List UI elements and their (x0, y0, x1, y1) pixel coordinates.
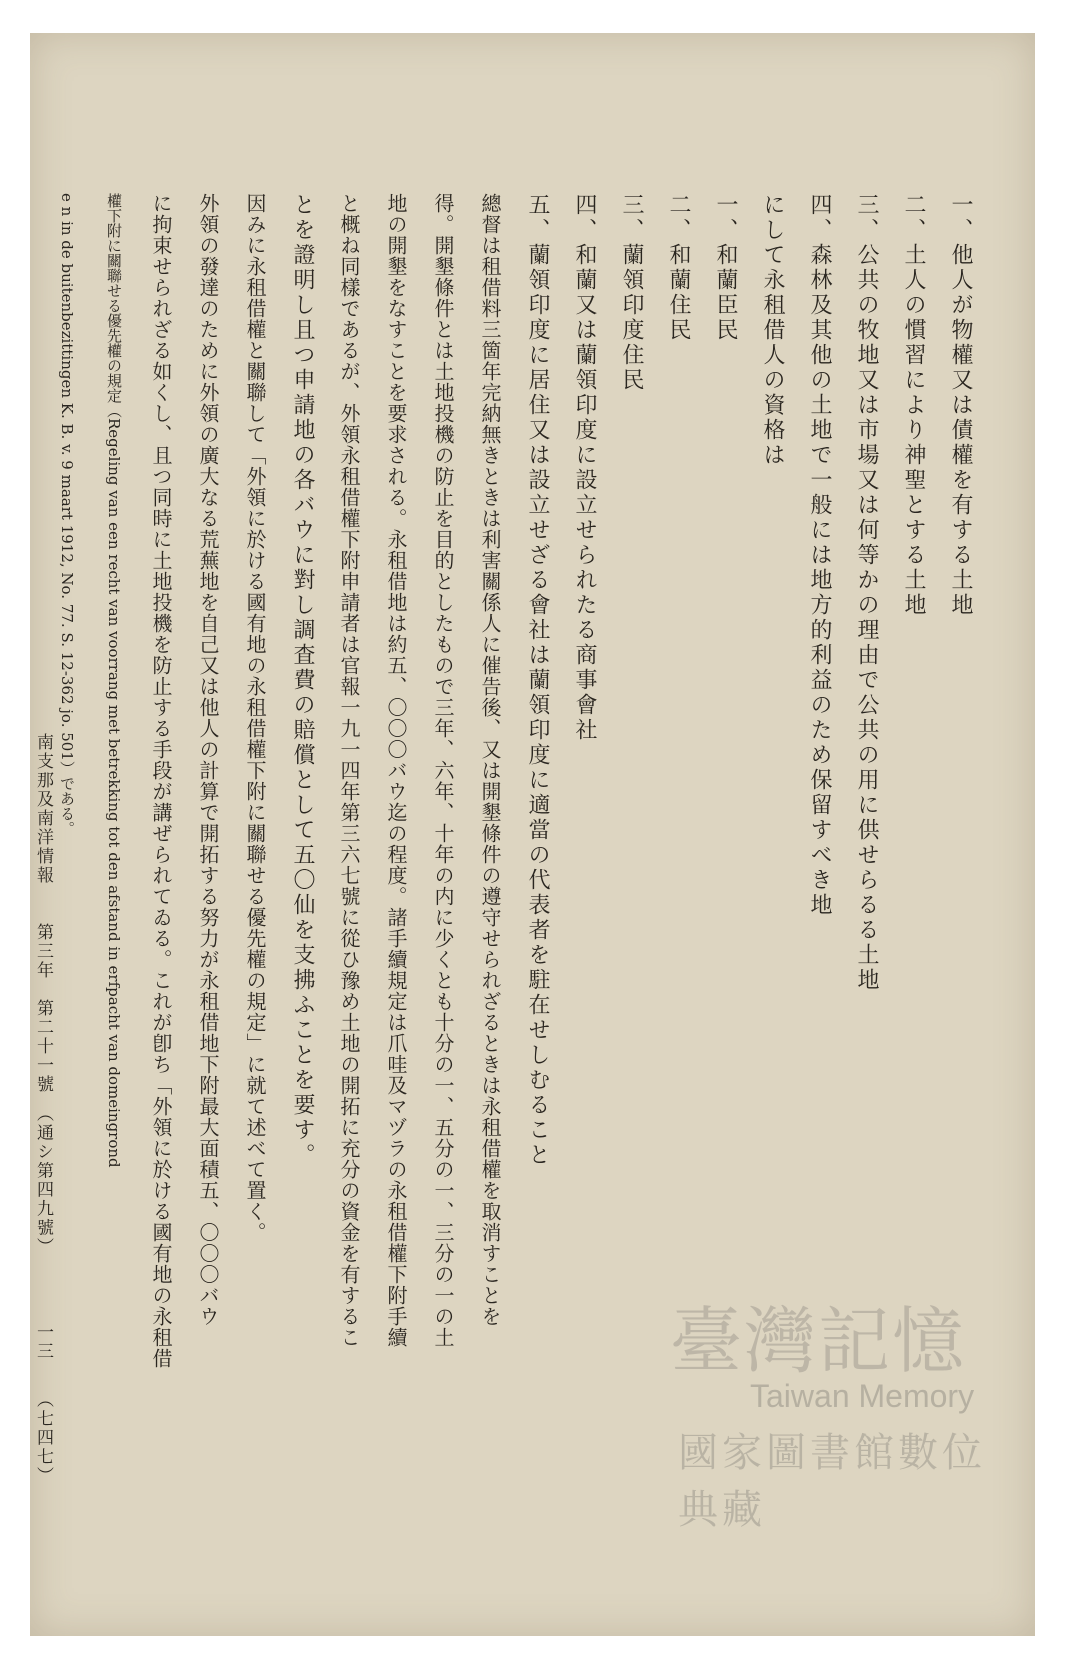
watermark (670, 1283, 1000, 1533)
text-column: 四、和蘭又は蘭領印度に設立せられたる商事會社 (572, 193, 597, 743)
text-column: と概ね同樣であるが、外領永租借權下附申請者は官報一九一四年第三六七號に從ひ豫め土地の開拓に充分の資金を有するこ (337, 193, 361, 1348)
text-column: 二、土人の慣習により神聖とする土地 (901, 193, 926, 618)
text-column: 五、蘭領印度に居住又は設立せざる會社は蘭領印度に適當の代表者を駐在せしむること (525, 193, 550, 1168)
text-column: 三、公共の牧地又は市場又は何等かの理由で公共の用に供せらるる土地 (854, 193, 879, 993)
text-column: 四、森林及其他の土地で一般には地方的利益のため保留すべき地 (807, 193, 832, 918)
text-column: 三、蘭領印度住民 (619, 193, 644, 393)
watermark-chinese: 臺灣記憶 (670, 1299, 967, 1383)
text-column: に拘束せられざる如くし、且つ同時に土地投機を防止する手段が講ぜられてゐる。これが卽ち「外領に於ける國有地の永租借 (149, 193, 173, 1369)
text-column: 一、和蘭臣民 (713, 193, 738, 343)
text-column: e n in de buitenbezittingen K. B. v. 9 maart 1912, No. 77. S. 12-362 jo. 501）である。 (58, 193, 76, 836)
text-column: 外領の發達のために外領の廣大なる荒蕪地を自己又は他人の計算で開拓する努力が永租借地下附最大面積五、〇〇〇バウ (196, 193, 220, 1327)
text-column: 得。開墾條件とは土地投機の防止を目的としたもので三年、六年、十年の内に少くとも十分の一、五分の一、三分の一の土 (431, 193, 455, 1348)
watermark-library: 國家圖書館數位典藏 (678, 1430, 986, 1533)
watermark-english: Taiwan Memory (750, 1378, 975, 1414)
text-column: 地の開墾をなすことを要求される。永租借地は約五、〇〇〇バウ迄の程度。諸手續規定は爪哇及マヅラの永租借權下附手續 (384, 193, 408, 1348)
journal-footer: 南支那及南洋情報 第三年 第二十一號 （通シ第四九號） (33, 733, 53, 1257)
scanned-page (30, 33, 1035, 1636)
text-column: にして永租借人の資格は (760, 193, 785, 468)
page-number: 一三 （七四七） (33, 1323, 53, 1486)
text-column: 權下附に關聯せる優先權の規定（Regeling van een recht van voorrang met betrekking tot den afstand in erfpacht van domeingrond (105, 193, 123, 1168)
text-column: 一、他人が物權又は債權を有する土地 (948, 193, 973, 618)
text-column: 因みに永租借權と關聯して「外領に於ける國有地の永租借權下附に關聯せる優先權の規定」に就て述べて置く。 (243, 193, 267, 1243)
text-column: 二、和蘭住民 (666, 193, 691, 343)
text-column: 總督は租借料三箇年完納無きときは利害關係人に催告後、又は開墾條件の遵守せられざるときは永租借權を取消すことを (478, 193, 502, 1327)
text-column: とを證明し且つ申請地の各バウに對し調査費の賠償として五〇仙を支拂ふことを要す。 (290, 193, 315, 1168)
